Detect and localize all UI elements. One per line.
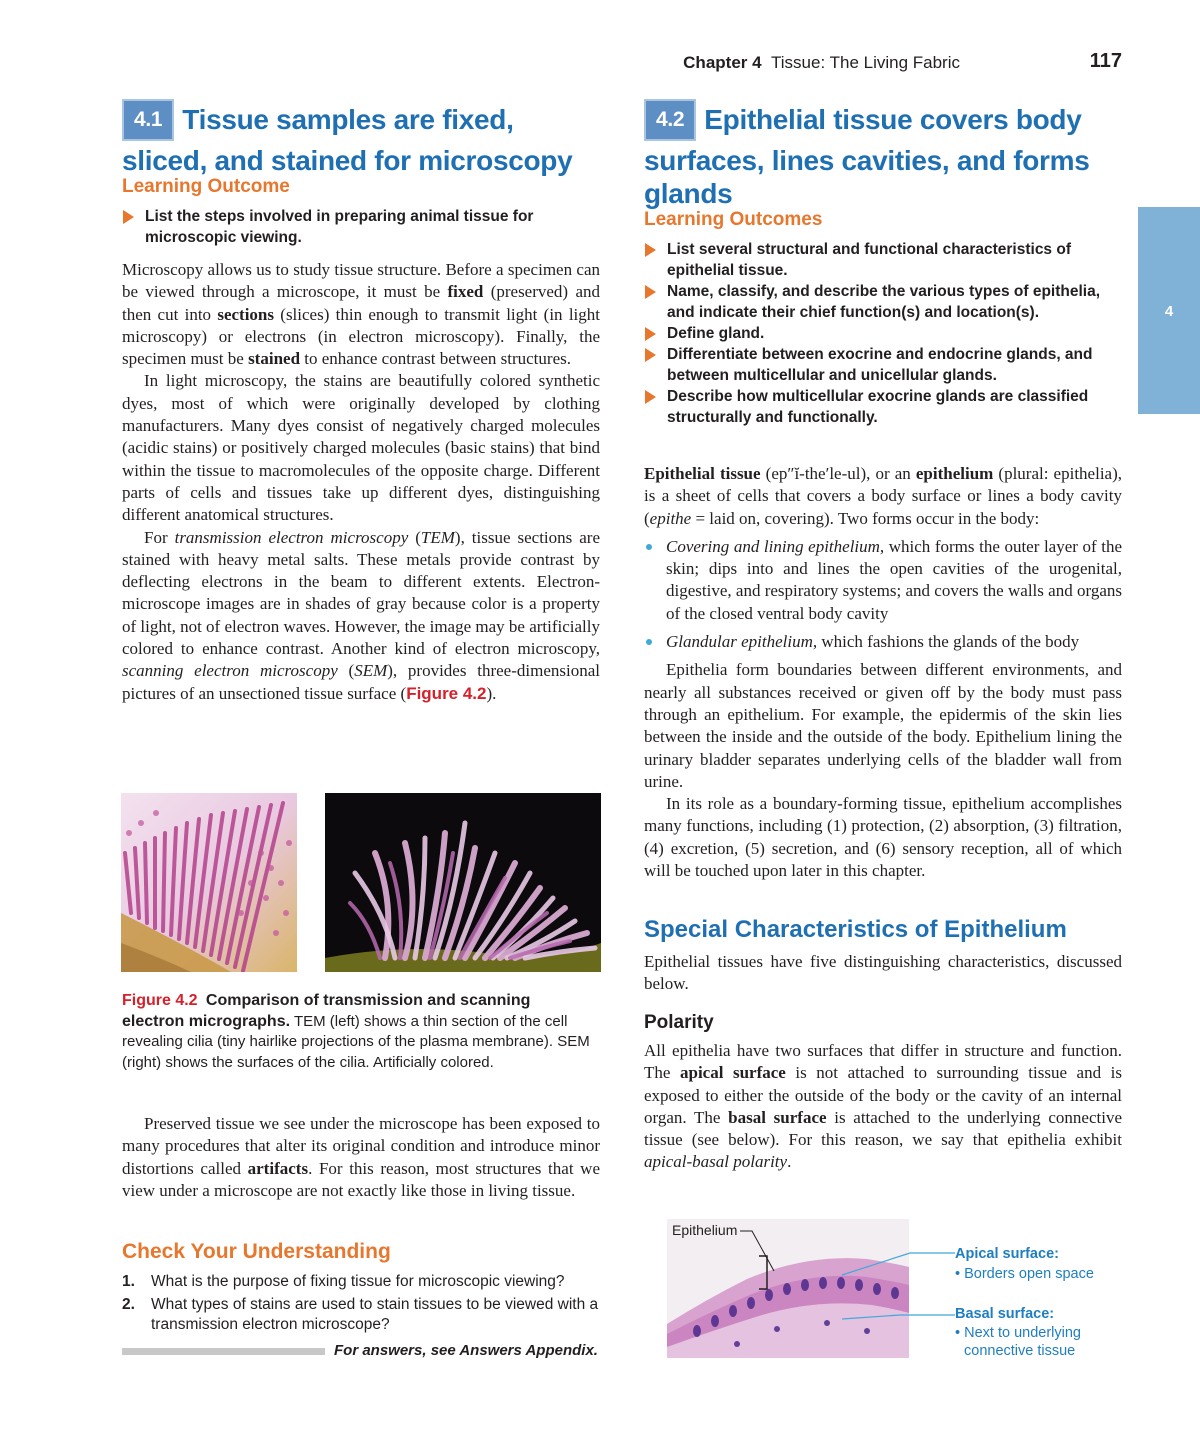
arrow-bullet-icon bbox=[645, 327, 656, 341]
question-item: 2. What types of stains are used to stain tissues to be viewed with a transmission electron microscope? bbox=[122, 1295, 599, 1333]
tem-micrograph-image bbox=[121, 793, 297, 972]
figure-title: Comparison of transmission and scanning electron micrographs. bbox=[122, 992, 531, 1030]
figure-4-2-caption bbox=[122, 991, 592, 1073]
learning-outcomes-list bbox=[644, 239, 1114, 428]
answers-rule bbox=[122, 1348, 325, 1355]
paragraph: Epithelia form boundaries between different environments, and nearly all substances received or given off by the body must pass through an epithelium. For example, the epidermis of the skin lies between the inside and the outside of the body. Epithelium lining the urinary bladder separates underlying cells of the bladder wall from urine. bbox=[644, 660, 1122, 791]
polarity-heading: Polarity bbox=[644, 1012, 714, 1033]
figure-label: Figure 4.2 bbox=[122, 992, 198, 1009]
apical-surface-title: Apical surface: bbox=[955, 1246, 1059, 1262]
learning-outcome-item: Define gland. bbox=[644, 323, 1114, 344]
learning-outcome-list bbox=[122, 206, 592, 248]
learning-outcome-item: Describe how multicellular exocrine glands are classified structurally and functionally. bbox=[644, 386, 1114, 428]
paragraph: Microscopy allows us to study tissue structure. Before a specimen can be viewed through a microscope, it must be fixed (preserved) and then cut into sections (slices) thin enough to transmit light (in light microscopy) or electrons (in electron microscopy). Finally, the specimen must be stained to enhance contrast between structures. bbox=[122, 260, 600, 369]
chapter-label: Chapter 4 bbox=[683, 53, 762, 72]
figure-caption-text: TEM (left) shows a thin section of the cell revealing cilia (tiny hairlike projections of the plasma membrane). SEM (right) shows the surfaces of the cilia. Artificially colored. bbox=[122, 1012, 590, 1071]
polarity-paragraph: All epithelia have two surfaces that differ in structure and function. The apical surface is not attached to surrounding tissue and is exposed to either the outside of the body or the cavity of an internal organ. The basal surface is attached to the underlying connective tissue (see below). For this reason, we say that epithelia exhibit apical-basal polarity. bbox=[644, 1041, 1122, 1172]
check-understanding-list bbox=[122, 1272, 600, 1336]
answers-note: For answers, see Answers Appendix. bbox=[334, 1342, 598, 1359]
chapter-side-tab bbox=[1138, 207, 1200, 414]
section-4-1-body bbox=[122, 259, 600, 705]
running-header bbox=[683, 50, 1130, 76]
arrow-bullet-icon bbox=[123, 210, 134, 224]
figure-reference-link[interactable]: Figure 4.2 bbox=[406, 683, 487, 703]
learning-outcome-item: List the steps involved in preparing animal tissue for microscopic viewing. bbox=[122, 206, 592, 248]
arrow-bullet-icon bbox=[645, 243, 656, 257]
bullet-item: Glandular epithelium, which fashions the glands of the body bbox=[644, 631, 1122, 653]
chapter-heading bbox=[683, 53, 960, 73]
arrow-bullet-icon bbox=[645, 390, 656, 404]
section-4-1-heading bbox=[122, 102, 602, 177]
apical-surface-label bbox=[955, 1244, 1135, 1284]
paragraph: Preserved tissue we see under the microscope has been exposed to many procedures that alter its original condition and introduce minor distortions called artifacts. For this reason, most structures that we view under a microscope are not exactly like those in living tissue. bbox=[122, 1114, 600, 1200]
diagram-leader-lines bbox=[740, 1225, 955, 1325]
page-number: 117 bbox=[1089, 50, 1122, 72]
bullet-dot-icon bbox=[646, 544, 652, 550]
epithelium-label: Epithelium bbox=[672, 1222, 738, 1238]
sem-micrograph-image bbox=[325, 793, 601, 972]
section-4-2-body bbox=[644, 463, 1122, 882]
question-item: 1. What is the purpose of fixing tissue for microscopic viewing? bbox=[122, 1273, 565, 1290]
apical-surface-note: • Borders open space bbox=[955, 1266, 1094, 1282]
check-understanding-title: Check Your Understanding bbox=[122, 1240, 391, 1263]
basal-surface-title: Basal surface: bbox=[955, 1306, 1055, 1322]
paragraph: In its role as a boundary-forming tissue, epithelium accomplishes many functions, including (1) protection, (2) absorption, (3) filtration, (4) excretion, (5) secretion, and (6) sensory reception, all of which will be touched upon later in this chapter. bbox=[644, 794, 1122, 881]
section-title: Epithelial tissue covers body surfaces, lines cavities, and forms glands bbox=[644, 104, 1090, 209]
learning-outcome-title: Learning Outcome bbox=[122, 176, 290, 197]
learning-outcomes-title: Learning Outcomes bbox=[644, 209, 823, 230]
paragraph: Epithelial tissue (ep″ĭ-the′le-ul), or an epithelium (plural: epithelia), is a sheet of cells that covers a body surface or lines a body cavity (epithe = laid on, covering). Two forms occur in the body: bbox=[644, 464, 1122, 528]
section-4-2-heading bbox=[644, 102, 1124, 210]
arrow-bullet-icon bbox=[645, 348, 656, 362]
bullet-dot-icon bbox=[646, 639, 652, 645]
paragraph: In light microscopy, the stains are beautifully colored synthetic dyes, most of which were originally developed by clothing manufacturers. Many dyes consist of negatively charged molecules (acidic stains) or positively charged molecules (basic stains) that bind within the tissue to macromolecules of the opposite charge. Different parts of cells and tissues take up different dyes, distinguishing different anatomical structures. bbox=[122, 371, 600, 525]
special-characteristics-heading: Special Characteristics of Epithelium bbox=[644, 916, 1067, 943]
section-title: Tissue samples are fixed, sliced, and stained for microscopy bbox=[122, 104, 573, 176]
basal-surface-note: • Next to underlying connective tissue bbox=[955, 1324, 1081, 1359]
section-number: 4.2 bbox=[644, 99, 696, 141]
section-number: 4.1 bbox=[122, 99, 174, 141]
section-4-1-closing-paragraph bbox=[122, 1113, 600, 1202]
chapter-side-tab-label: 4 bbox=[1164, 303, 1174, 320]
bullet-item: Covering and lining epithelium, which forms the outer layer of the skin; dips into and lines the open cavities of the urogenital, digestive, and respiratory systems; and covers the walls and organs of the closed ventral body cavity bbox=[644, 536, 1122, 625]
learning-outcome-item: Differentiate between exocrine and endocrine glands, and between multicellular and unicellular glands. bbox=[644, 344, 1114, 386]
paragraph: For transmission electron microscopy (TEM), tissue sections are stained with heavy metal salts. These metals provide contrast by deflecting electrons in the beam to different extents. Electron-microscope images are in shades of gray because color is a property of light, not of electron waves. However, the image may be artificially colored to enhance contrast. Another kind of electron microscopy, scanning electron microscopy (SEM), provides three-dimensional pictures of an unsectioned tissue surface (Figure 4.2). bbox=[122, 527, 600, 703]
learning-outcome-item: Name, classify, and describe the various types of epithelia, and indicate their chief function(s) and location(s). bbox=[644, 281, 1114, 323]
chapter-title: Tissue: The Living Fabric bbox=[771, 53, 960, 72]
learning-outcome-item: List several structural and functional characteristics of epithelial tissue. bbox=[644, 239, 1114, 281]
arrow-bullet-icon bbox=[645, 285, 656, 299]
basal-surface-label bbox=[955, 1305, 1135, 1361]
special-characteristics-intro: Epithelial tissues have five distinguishing characteristics, discussed below. bbox=[644, 952, 1122, 994]
